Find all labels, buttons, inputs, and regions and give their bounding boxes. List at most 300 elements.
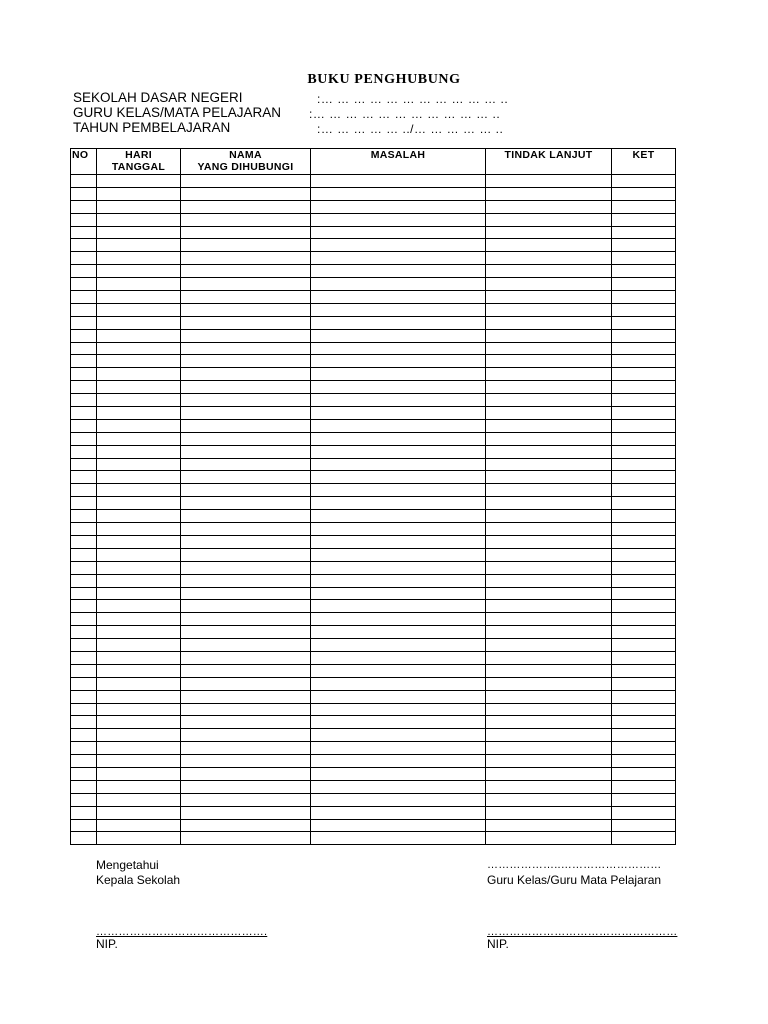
table-cell [311, 432, 486, 445]
table-cell [612, 755, 676, 768]
table-cell [311, 819, 486, 832]
table-cell [97, 793, 181, 806]
table-cell [311, 419, 486, 432]
table-cell [71, 767, 97, 780]
table-row [71, 716, 676, 729]
table-cell [71, 535, 97, 548]
table-row [71, 600, 676, 613]
table-row [71, 329, 676, 342]
table-row [71, 342, 676, 355]
table-cell [486, 226, 612, 239]
table-row [71, 200, 676, 213]
table-cell [311, 523, 486, 536]
table-cell [71, 329, 97, 342]
table-cell [97, 639, 181, 652]
table-cell [97, 355, 181, 368]
field-school-value: :… … … … … … … … … … … .. [317, 92, 509, 106]
table-cell [612, 510, 676, 523]
table-cell [311, 742, 486, 755]
table-cell [71, 342, 97, 355]
table-cell [97, 381, 181, 394]
table-cell [71, 484, 97, 497]
table-cell [311, 793, 486, 806]
table-cell [311, 394, 486, 407]
table-row [71, 755, 676, 768]
header-problem: MASALAH [311, 149, 486, 175]
table-cell [311, 175, 486, 188]
table-row [71, 819, 676, 832]
field-year-value: :… … … … … ../… … … … … .. [317, 122, 504, 136]
table-cell [71, 252, 97, 265]
table-cell [612, 613, 676, 626]
table-cell [311, 767, 486, 780]
table-cell [486, 651, 612, 664]
table-cell [97, 458, 181, 471]
table-cell [181, 819, 311, 832]
table-cell [486, 329, 612, 342]
table-cell [486, 342, 612, 355]
table-cell [71, 613, 97, 626]
table-cell [71, 316, 97, 329]
table-row [71, 239, 676, 252]
table-row [71, 213, 676, 226]
table-cell [612, 780, 676, 793]
table-cell [181, 535, 311, 548]
table-cell [311, 587, 486, 600]
table-cell [486, 394, 612, 407]
table-cell [311, 497, 486, 510]
table-cell [311, 729, 486, 742]
table-cell [181, 329, 311, 342]
table-cell [486, 200, 612, 213]
table-cell [97, 510, 181, 523]
table-cell [71, 523, 97, 536]
table-cell [181, 690, 311, 703]
table-cell [181, 239, 311, 252]
table-cell [97, 806, 181, 819]
table-cell [486, 291, 612, 304]
header-no: NO [71, 149, 97, 175]
signature-left-nip: NIP. [96, 937, 118, 951]
table-cell [97, 767, 181, 780]
table-row [71, 677, 676, 690]
table-cell [311, 780, 486, 793]
table-cell [486, 187, 612, 200]
table-cell [612, 548, 676, 561]
field-teacher-value: :… … … … … … … … … … … .. [309, 107, 501, 121]
table-cell [71, 226, 97, 239]
table-cell [181, 548, 311, 561]
table-cell [311, 613, 486, 626]
table-cell [612, 651, 676, 664]
signature-right-role: Guru Kelas/Guru Mata Pelajaran [487, 873, 662, 887]
table-cell [97, 664, 181, 677]
table-cell [612, 523, 676, 536]
table-cell [612, 806, 676, 819]
table-cell [97, 832, 181, 845]
table-cell [311, 561, 486, 574]
table-row [71, 471, 676, 484]
table-cell [311, 690, 486, 703]
table-cell [311, 265, 486, 278]
table-cell [181, 252, 311, 265]
table-row [71, 355, 676, 368]
table-cell [612, 239, 676, 252]
table-cell [181, 265, 311, 278]
table-cell [486, 278, 612, 291]
table-cell [97, 200, 181, 213]
table-row [71, 535, 676, 548]
table-row [71, 626, 676, 639]
table-cell [71, 200, 97, 213]
table-cell [612, 458, 676, 471]
table-cell [612, 394, 676, 407]
table-cell [612, 342, 676, 355]
document-title: BUKU PENGHUBUNG [307, 72, 461, 87]
table-cell [311, 703, 486, 716]
table-cell [486, 626, 612, 639]
table-cell [612, 252, 676, 265]
table-row [71, 690, 676, 703]
table-cell [71, 213, 97, 226]
table-row [71, 651, 676, 664]
field-school [73, 90, 509, 106]
table-cell [71, 832, 97, 845]
table-cell [97, 548, 181, 561]
table-row [71, 407, 676, 420]
table-body [71, 175, 676, 845]
table-row [71, 278, 676, 291]
table-cell [71, 368, 97, 381]
table-cell [612, 381, 676, 394]
signature-left-line: ………………………………………. [96, 926, 268, 938]
table-cell [311, 342, 486, 355]
table-cell [97, 342, 181, 355]
table-cell [71, 239, 97, 252]
table-cell [71, 445, 97, 458]
table-row [71, 742, 676, 755]
table-cell [71, 755, 97, 768]
table-cell [181, 587, 311, 600]
table-cell [181, 806, 311, 819]
table-cell [97, 677, 181, 690]
table-cell [311, 316, 486, 329]
table-cell [486, 548, 612, 561]
table-cell [181, 445, 311, 458]
table-cell [311, 510, 486, 523]
table-cell [486, 523, 612, 536]
table-cell [612, 639, 676, 652]
table-cell [181, 200, 311, 213]
field-school-label: SEKOLAH DASAR NEGERI [73, 90, 243, 105]
table-cell [311, 677, 486, 690]
table-cell [486, 458, 612, 471]
table-row [71, 587, 676, 600]
table-cell [486, 368, 612, 381]
table-cell [181, 767, 311, 780]
header-notes: KET [612, 149, 676, 175]
table-cell [181, 664, 311, 677]
table-row [71, 368, 676, 381]
table-cell [181, 600, 311, 613]
table-cell [181, 523, 311, 536]
table-cell [311, 664, 486, 677]
table-cell [311, 329, 486, 342]
table-cell [311, 407, 486, 420]
table-cell [612, 226, 676, 239]
table-row [71, 574, 676, 587]
table-cell [181, 471, 311, 484]
table-cell [71, 703, 97, 716]
table-cell [181, 639, 311, 652]
table-cell [181, 780, 311, 793]
table-cell [181, 626, 311, 639]
table-cell [181, 742, 311, 755]
table-cell [97, 703, 181, 716]
table-cell [486, 445, 612, 458]
table-cell [97, 419, 181, 432]
table-cell [311, 806, 486, 819]
table-cell [97, 651, 181, 664]
table-cell [612, 200, 676, 213]
table-row [71, 265, 676, 278]
signature-right-line: …………………………………………… [487, 926, 678, 938]
table-cell [97, 574, 181, 587]
table-cell [71, 664, 97, 677]
table-cell [486, 742, 612, 755]
table-cell [612, 574, 676, 587]
table-cell [486, 574, 612, 587]
table-row [71, 381, 676, 394]
table-cell [612, 729, 676, 742]
table-cell [311, 535, 486, 548]
table-cell [486, 806, 612, 819]
table-cell [612, 175, 676, 188]
table-cell [71, 355, 97, 368]
table-cell [612, 497, 676, 510]
table-cell [311, 239, 486, 252]
table-row [71, 291, 676, 304]
table-cell [181, 175, 311, 188]
table-cell [311, 278, 486, 291]
table-cell [486, 265, 612, 278]
table-cell [311, 626, 486, 639]
table-cell [71, 639, 97, 652]
table-cell [71, 561, 97, 574]
table-cell [612, 432, 676, 445]
table-row [71, 780, 676, 793]
table-cell [612, 832, 676, 845]
table-cell [311, 303, 486, 316]
header-day-date: HARI TANGGAL [97, 149, 181, 175]
table-cell [181, 677, 311, 690]
table-cell [181, 497, 311, 510]
contact-log-table [70, 148, 676, 845]
table-cell [612, 213, 676, 226]
table-cell [311, 187, 486, 200]
table-cell [181, 303, 311, 316]
table-cell [97, 278, 181, 291]
table-cell [311, 755, 486, 768]
table-cell [311, 355, 486, 368]
table-cell [71, 510, 97, 523]
table-row [71, 252, 676, 265]
table-cell [486, 819, 612, 832]
table-cell [612, 187, 676, 200]
table-cell [71, 626, 97, 639]
table-cell [181, 291, 311, 304]
table-cell [311, 226, 486, 239]
field-year-label: TAHUN PEMBELAJARAN [73, 120, 231, 135]
table-cell [311, 574, 486, 587]
table-cell [311, 484, 486, 497]
table-cell [311, 381, 486, 394]
table-cell [486, 729, 612, 742]
table-cell [486, 639, 612, 652]
table-cell [486, 316, 612, 329]
table-cell [311, 548, 486, 561]
table-cell [97, 484, 181, 497]
table-cell [181, 278, 311, 291]
table-cell [486, 407, 612, 420]
table-cell [181, 368, 311, 381]
table-row [71, 729, 676, 742]
table-cell [181, 394, 311, 407]
table-row [71, 187, 676, 200]
table-row [71, 561, 676, 574]
table-cell [486, 677, 612, 690]
table-row [71, 639, 676, 652]
table-cell [181, 561, 311, 574]
table-cell [311, 832, 486, 845]
table-cell [181, 213, 311, 226]
signature-right-date-line: ………………..……………………… [487, 859, 662, 871]
header-contact-name: NAMA YANG DIHUBUNGI [181, 149, 311, 175]
table-cell [181, 419, 311, 432]
table-cell [612, 471, 676, 484]
table-cell [612, 265, 676, 278]
table-cell [612, 329, 676, 342]
table-cell [97, 535, 181, 548]
table-cell [181, 651, 311, 664]
table-row [71, 394, 676, 407]
table-cell [612, 303, 676, 316]
table-row [71, 523, 676, 536]
table-cell [71, 291, 97, 304]
table-cell [612, 291, 676, 304]
table-cell [181, 793, 311, 806]
table-cell [71, 419, 97, 432]
table-cell [71, 303, 97, 316]
table-cell [181, 342, 311, 355]
table-cell [311, 445, 486, 458]
table-cell [181, 226, 311, 239]
table-cell [486, 613, 612, 626]
table-cell [97, 523, 181, 536]
table-cell [71, 819, 97, 832]
table-cell [311, 458, 486, 471]
table-cell [612, 716, 676, 729]
table-cell [486, 252, 612, 265]
table-cell [181, 316, 311, 329]
table-cell [71, 690, 97, 703]
table-cell [71, 677, 97, 690]
table-cell [97, 445, 181, 458]
table-cell [486, 239, 612, 252]
table-cell [612, 407, 676, 420]
table-cell [612, 355, 676, 368]
table-cell [71, 471, 97, 484]
table-cell [97, 587, 181, 600]
table-cell [97, 265, 181, 278]
signature-right-nip: NIP. [487, 937, 509, 951]
table-cell [486, 832, 612, 845]
table-cell [612, 742, 676, 755]
table-row [71, 510, 676, 523]
signature-right [487, 858, 662, 888]
table-cell [486, 535, 612, 548]
table-cell [97, 497, 181, 510]
table-cell [181, 510, 311, 523]
table-cell [311, 213, 486, 226]
table-cell [71, 381, 97, 394]
table-cell [612, 664, 676, 677]
table-row [71, 497, 676, 510]
table-cell [97, 471, 181, 484]
table-cell [97, 239, 181, 252]
table-cell [311, 639, 486, 652]
table-row [71, 548, 676, 561]
table-cell [97, 368, 181, 381]
table-cell [97, 213, 181, 226]
table-cell [71, 278, 97, 291]
table-cell [486, 303, 612, 316]
table-row [71, 458, 676, 471]
table-cell [486, 561, 612, 574]
table-cell [486, 381, 612, 394]
table-cell [486, 703, 612, 716]
table-cell [486, 793, 612, 806]
table-cell [612, 690, 676, 703]
table-cell [71, 265, 97, 278]
table-cell [612, 587, 676, 600]
field-teacher-label: GURU KELAS/MATA PELAJARAN [73, 105, 282, 120]
table-cell [71, 651, 97, 664]
table-cell [71, 716, 97, 729]
table-row [71, 793, 676, 806]
table-cell [486, 510, 612, 523]
table-cell [311, 200, 486, 213]
table-cell [97, 780, 181, 793]
table-cell [97, 690, 181, 703]
table-cell [311, 291, 486, 304]
table-cell [181, 355, 311, 368]
table-cell [97, 626, 181, 639]
table-cell [181, 755, 311, 768]
table-cell [486, 432, 612, 445]
signature-left-role: Kepala Sekolah [96, 873, 181, 887]
table-cell [97, 716, 181, 729]
field-year [73, 120, 504, 136]
table-cell [486, 587, 612, 600]
table-cell [311, 600, 486, 613]
table-row [71, 806, 676, 819]
table-cell [612, 484, 676, 497]
table-cell [181, 703, 311, 716]
table-cell [612, 626, 676, 639]
table-cell [486, 419, 612, 432]
table-cell [486, 484, 612, 497]
